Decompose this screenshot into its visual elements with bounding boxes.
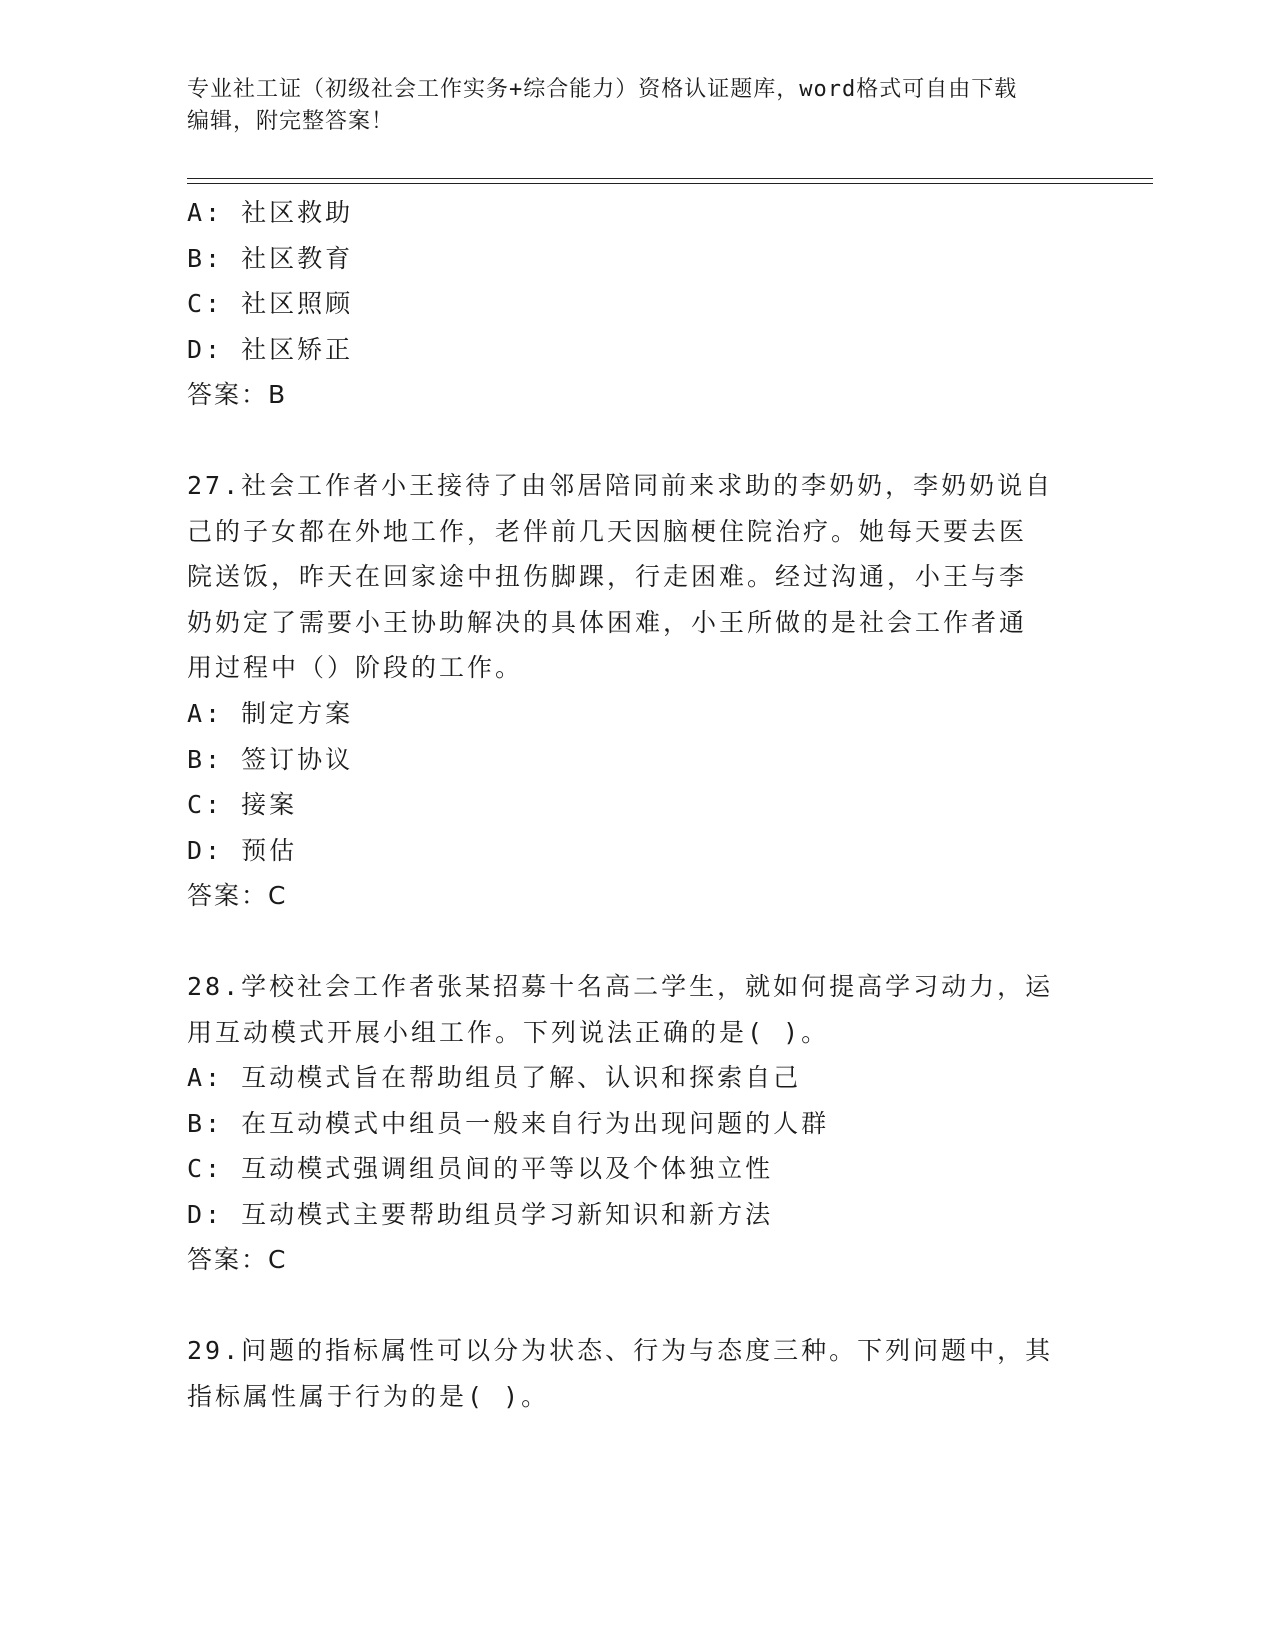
answer-line: 答案：C	[187, 881, 288, 911]
option-c: C: 互动模式强调组员间的平等以及个体独立性	[187, 1154, 774, 1184]
header-divider-bottom	[187, 183, 1153, 184]
question-text-line: 奶奶定了需要小王协助解决的具体困难，小王所做的是社会工作者通	[187, 607, 1028, 637]
option-c: C: 接案	[187, 790, 298, 820]
document-header	[187, 74, 1087, 138]
question-text-line: 29.问题的指标属性可以分为状态、行为与态度三种。下列问题中，其	[187, 1336, 1054, 1366]
question-text-line: 己的子女都在外地工作，老伴前几天因脑梗住院治疗。她每天要去医	[187, 516, 1028, 546]
question-text-line: 28.学校社会工作者张某招募十名高二学生，就如何提高学习动力，运	[187, 971, 1054, 1001]
question-text-line: 用过程中（）阶段的工作。	[187, 653, 524, 683]
answer-line: 答案：C	[187, 1245, 288, 1275]
option-a: A: 互动模式旨在帮助组员了解、认识和探索自己	[187, 1063, 802, 1093]
option-a: A: 社区救助	[187, 198, 354, 227]
question-text-line: 院送饭，昨天在回家途中扭伤脚踝，行走困难。经过沟通，小王与李	[187, 562, 1028, 592]
question-27	[187, 463, 1087, 919]
option-d: D: 预估	[187, 835, 298, 865]
header-line-1: 专业社工证（初级社会工作实务+综合能力）资格认证题库，word格式可自由下载	[187, 77, 1018, 102]
question-text-line: 27.社会工作者小王接待了由邻居陪同前来求助的李奶奶，李奶奶说自	[187, 470, 1054, 500]
header-line-2: 编辑，附完整答案！	[187, 109, 395, 134]
option-b: B: 在互动模式中组员一般来自行为出现问题的人群	[187, 1108, 830, 1138]
option-d: D: 互动模式主要帮助组员学习新知识和新方法	[187, 1199, 774, 1229]
option-a: A: 制定方案	[187, 698, 354, 728]
question-content	[187, 190, 1087, 1419]
option-d: D: 社区矫正	[187, 334, 354, 364]
option-b: B: 签订协议	[187, 744, 354, 774]
question-29	[187, 1328, 1087, 1419]
question-text-line: 用互动模式开展小组工作。下列说法正确的是( )。	[187, 1017, 830, 1047]
question-spacer	[187, 1283, 1087, 1328]
question-text-line: 指标属性属于行为的是( )。	[187, 1381, 550, 1411]
answer-line: 答案：B	[187, 380, 288, 410]
question-26	[187, 190, 1087, 418]
question-28	[187, 964, 1087, 1283]
question-spacer	[187, 418, 1087, 463]
option-b: B: 社区教育	[187, 243, 354, 273]
option-c: C: 社区照顾	[187, 289, 354, 319]
header-divider-top	[187, 178, 1153, 179]
question-spacer	[187, 919, 1087, 964]
